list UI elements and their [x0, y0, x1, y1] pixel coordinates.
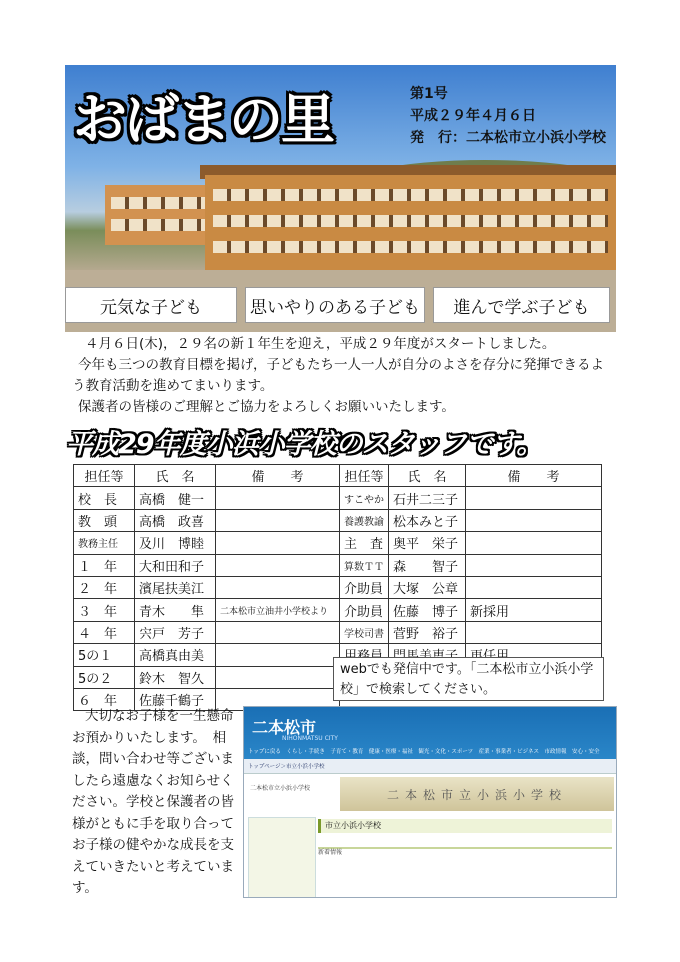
cell: １ 年: [74, 554, 135, 576]
cell: 鈴木 智久: [135, 666, 216, 688]
table-row: [74, 487, 602, 509]
staff-banner: 平成29年度小浜小学校のスタッフです。: [66, 429, 543, 460]
school-building: [205, 175, 616, 273]
cell: [466, 621, 602, 643]
cell: [216, 509, 340, 531]
cell: [466, 576, 602, 598]
cell: [466, 554, 602, 576]
cell: 介助員: [340, 599, 389, 621]
cell: 高橋 健一: [135, 487, 216, 509]
cell: 松本みと子: [389, 509, 466, 531]
newsletter-title: おばまの里: [73, 88, 333, 151]
cell: ４ 年: [74, 621, 135, 643]
publisher: 発 行：二本松市立小浜小学校: [410, 130, 606, 146]
cell: 5の２: [74, 666, 135, 688]
web-notice-callout: webでも発信中です。「二本松市立小浜小学校」で検索してください。: [333, 657, 604, 701]
cell: 5の１: [74, 644, 135, 666]
cell: 高橋真由美: [135, 644, 216, 666]
intro-paragraph-1: ４月６日(木)，２９名の新１年生を迎え，平成２９年度がスタートしました。: [85, 336, 556, 352]
cell: 大和田和子: [135, 554, 216, 576]
cell: [216, 487, 340, 509]
cell: 菅野 裕子: [389, 621, 466, 643]
cell: 濱尾扶美江: [135, 576, 216, 598]
table-row: [74, 599, 602, 621]
cell: 新採用: [466, 599, 602, 621]
cell: [216, 554, 340, 576]
cell: 佐藤千鶴子: [135, 688, 216, 710]
header-photo: [65, 65, 616, 332]
cell: 石井二三子: [389, 487, 466, 509]
table-row: [74, 576, 602, 598]
cell: 教 頭: [74, 509, 135, 531]
site-header: [244, 707, 616, 759]
issue-date: 平成２９年４月６日: [410, 108, 536, 124]
cell: [216, 621, 340, 643]
intro-paragraph-2: 今年も三つの教育目標を掲げ，子どもたち一人一人が自分のよさを存分に発揮できるよう教育活動を進めてまいります。: [72, 357, 604, 394]
cell: ６ 年: [74, 688, 135, 710]
table-row: [74, 509, 602, 531]
issue-number: 第1号: [410, 86, 448, 102]
cell: 及川 博睦: [135, 532, 216, 554]
col-header-name: 氏 名: [135, 465, 216, 487]
site-news-heading: 新着情報: [318, 849, 343, 856]
site-school-banner: 二本松市立小浜小学校: [340, 777, 614, 811]
goal-1: 元気な子ども: [65, 287, 237, 323]
cell: 教務主任: [74, 532, 135, 554]
col-header-name-2: 氏 名: [389, 465, 466, 487]
site-sidebar: [248, 817, 316, 898]
cell: [216, 576, 340, 598]
table-row: [74, 532, 602, 554]
cell: 高橋 政喜: [135, 509, 216, 531]
cell: 森 智子: [389, 554, 466, 576]
table-row: [74, 621, 602, 643]
cell: 青木 隼: [135, 599, 216, 621]
cell: [466, 487, 602, 509]
site-news-section: [318, 847, 612, 897]
cell: [216, 666, 340, 688]
cell: 二本松市立油井小学校より: [216, 599, 340, 621]
site-nav-menu[interactable]: トップに戻る くらし・手続き 子育て・教育 健康・医療・福祉 観光・文化・スポーツ 産業・事業者・ビジネス 市政情報 安心・安全: [248, 749, 600, 755]
site-page-title: 市立小浜小学校: [318, 819, 612, 833]
cell: 学校司書: [340, 621, 389, 643]
table-row: [74, 554, 602, 576]
cell: 佐藤 博子: [389, 599, 466, 621]
cell: 宍戸 芳子: [135, 621, 216, 643]
site-school-label: 二本松市立小浜小学校: [250, 785, 311, 792]
closing-message: 大切なお子様を一生懸命お預かりいたします。 相談，問い合わせ等ございましたら遠慮なくお知らせください。学校と保護者の皆様がともに手を取り合ってお子様の健やかな成長を支えていきたいと考えています。: [72, 708, 234, 896]
intro-paragraph-3: 保護者の皆様のご理解とご協力をよろしくお願いいたします。: [78, 399, 455, 415]
cell: 算数ＴＴ: [340, 554, 389, 576]
cell: ３ 年: [74, 599, 135, 621]
site-breadcrumb-bar: [244, 759, 616, 774]
cell: 大塚 公章: [389, 576, 466, 598]
col-header-note-2: 備 考: [466, 465, 602, 487]
site-logo[interactable]: 二本松市: [252, 718, 317, 737]
cell: [216, 532, 340, 554]
cell: [216, 644, 340, 666]
cell: [466, 509, 602, 531]
goal-2: 思いやりのある子ども: [245, 287, 425, 323]
table-header-row: [74, 465, 602, 487]
school-building-left: [105, 185, 215, 245]
cell: 奥平 栄子: [389, 532, 466, 554]
cell: [466, 532, 602, 554]
site-breadcrumb[interactable]: トップページ＞市立小浜小学校: [248, 764, 325, 770]
site-logo-sub: NIHONMATSU CITY: [282, 735, 338, 742]
cell: 養護教諭: [340, 509, 389, 531]
col-header-role-2: 担任等: [340, 465, 389, 487]
cell: 介助員: [340, 576, 389, 598]
cell: ２ 年: [74, 576, 135, 598]
cell: すこやか: [340, 487, 389, 509]
cell: 校 長: [74, 487, 135, 509]
cell: 主 査: [340, 532, 389, 554]
col-header-role: 担任等: [74, 465, 135, 487]
website-screenshot: [243, 706, 617, 898]
col-header-note: 備 考: [216, 465, 340, 487]
goal-3: 進んで学ぶ子ども: [433, 287, 610, 323]
